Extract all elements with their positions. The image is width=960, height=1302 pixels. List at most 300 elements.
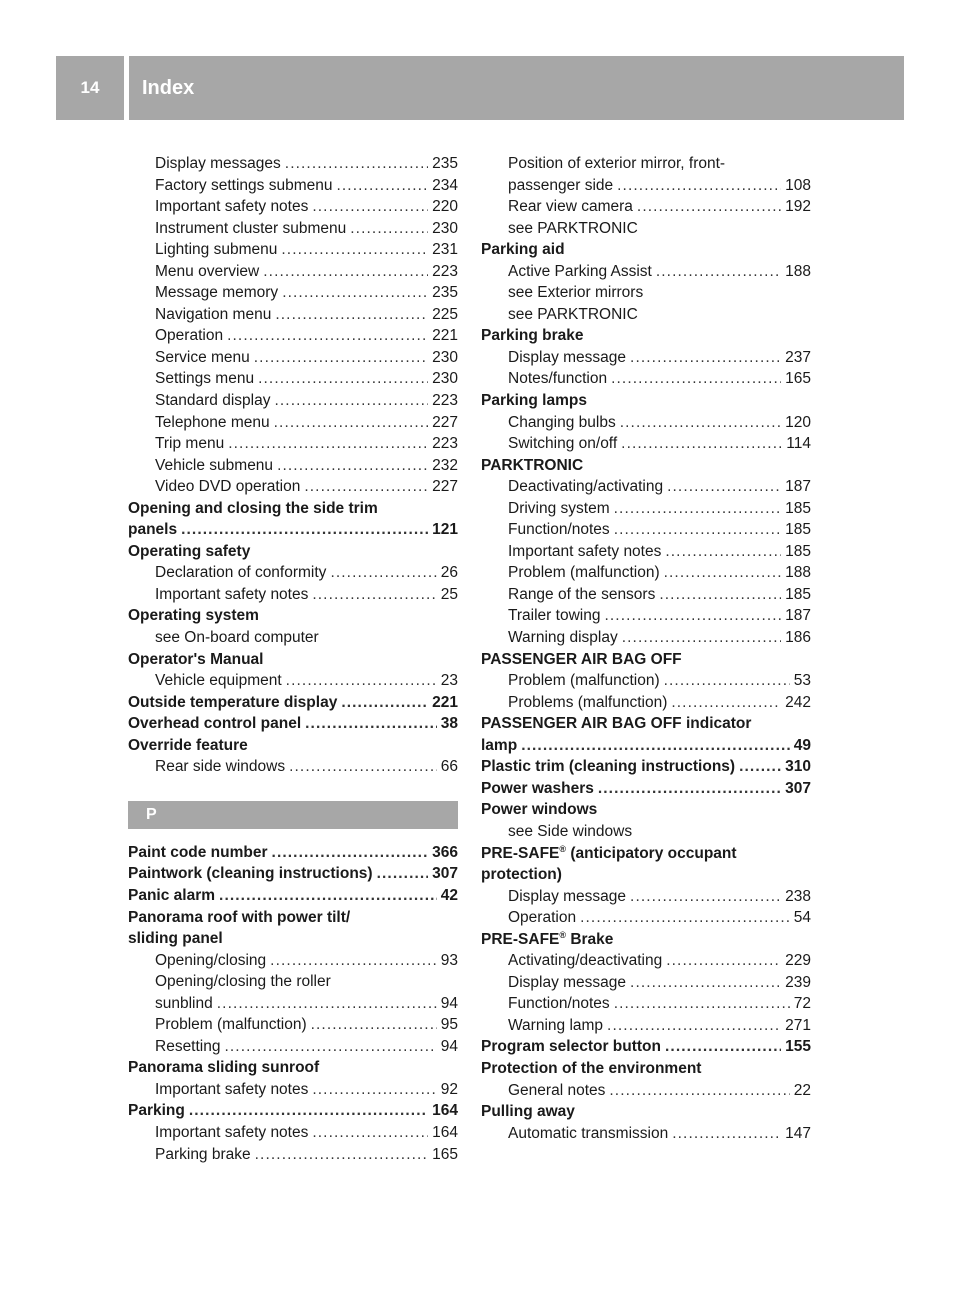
page-reference: 72 (793, 995, 811, 1013)
index-entry-heading (481, 239, 811, 261)
entry-text: Problem (malfunction) (155, 1016, 307, 1034)
dot-leader (286, 670, 437, 692)
entry-text: Warning lamp (508, 1016, 604, 1034)
dot-leader (671, 692, 781, 714)
entry-text: Lighting submenu (155, 241, 278, 259)
page-reference: 220 (432, 198, 458, 216)
index-subentry (128, 304, 458, 326)
page-reference: 221 (432, 693, 458, 711)
page-reference: 223 (432, 392, 458, 410)
index-entry-heading (128, 1057, 458, 1079)
dot-leader (311, 1014, 437, 1036)
index-subentry (481, 153, 811, 175)
page-header (56, 56, 904, 120)
page-reference: 235 (432, 284, 458, 302)
index-subentry (128, 261, 458, 283)
entry-text: sliding panel (128, 930, 223, 948)
index-subentry (481, 304, 811, 326)
entry-text: Position of exterior mirror, front- (508, 155, 726, 172)
page-reference: 147 (785, 1124, 811, 1142)
index-subentry (128, 1079, 458, 1101)
entry-text: see PARKTRONIC (508, 219, 638, 237)
dot-leader (304, 476, 428, 498)
dot-leader (598, 778, 781, 800)
dot-leader (227, 325, 428, 347)
index-subentry (481, 562, 811, 584)
entry-text: Panic alarm (128, 886, 216, 904)
entry-text: Parking (128, 1102, 185, 1120)
index-subentry (128, 175, 458, 197)
index-entry-heading (128, 842, 458, 864)
page-reference: 232 (432, 456, 458, 474)
dot-leader (312, 1122, 428, 1144)
index-entry-heading (481, 843, 811, 865)
entry-text: Opening/closing (155, 951, 267, 969)
page-reference: 310 (785, 758, 811, 776)
page-reference: 235 (432, 155, 458, 172)
dot-leader (312, 584, 436, 606)
entry-text: Important safety notes (155, 1080, 309, 1098)
index-subentry (481, 433, 811, 455)
index-subentry (128, 584, 458, 606)
header-divider (124, 56, 129, 120)
index-subentry (128, 627, 458, 649)
entry-text: Switching on/off (508, 435, 618, 453)
entry-text: see Exterior mirrors (508, 284, 644, 302)
page-reference: 38 (440, 715, 458, 733)
dot-leader (614, 498, 781, 520)
index-subentry (128, 218, 458, 240)
entry-text: General notes (508, 1081, 606, 1099)
index-entry-heading (128, 519, 458, 541)
entry-text: Panorama roof with power tilt/ (128, 908, 351, 926)
dot-leader (258, 368, 428, 390)
page-reference: 165 (432, 1145, 458, 1163)
page-reference: 227 (432, 413, 458, 431)
entry-text: PRE-SAFE (481, 844, 560, 862)
section-letter: P (128, 801, 458, 829)
dot-leader (621, 433, 782, 455)
page-reference: 54 (793, 909, 811, 927)
page-reference: 230 (432, 370, 458, 388)
page-reference: 225 (432, 305, 458, 323)
index-subentry (128, 993, 458, 1015)
page-reference: 185 (785, 499, 811, 517)
entry-text: Problem (malfunction) (508, 564, 660, 582)
page-reference: 221 (432, 327, 458, 345)
registered-mark: ® (559, 929, 567, 940)
page-reference: 108 (785, 176, 811, 194)
index-entry-heading (128, 713, 458, 735)
index-subentry (128, 1144, 458, 1166)
index-subentry (481, 175, 811, 197)
page-reference: 230 (432, 219, 458, 237)
entry-text: Trip menu (155, 435, 225, 453)
index-subentry (128, 347, 458, 369)
entry-text: Display message (508, 973, 627, 991)
index-column-right (481, 153, 811, 1144)
registered-mark: ® (559, 843, 567, 854)
entry-text: Operator's Manual (128, 650, 264, 668)
entry-text: Parking brake (481, 327, 584, 345)
entry-text: Override feature (128, 736, 248, 754)
entry-text: lamp (481, 736, 518, 754)
dot-leader (630, 347, 781, 369)
entry-text: protection) (481, 866, 562, 884)
page-reference: 185 (785, 542, 811, 560)
page-reference: 307 (785, 779, 811, 797)
entry-text: Operation (155, 327, 224, 345)
page-reference: 231 (432, 241, 458, 259)
index-entry-heading (481, 1101, 811, 1123)
page-reference: 192 (785, 198, 811, 216)
entry-text: Factory settings submenu (155, 176, 333, 194)
page-reference: 223 (432, 435, 458, 453)
index-entry-heading (481, 756, 811, 778)
dot-leader (285, 153, 428, 175)
dot-leader (659, 584, 781, 606)
dot-leader (281, 239, 428, 261)
index-entry-heading (128, 692, 458, 714)
index-entry-heading (481, 713, 811, 735)
index-subentry (481, 584, 811, 606)
index-subentry (481, 821, 811, 843)
index-subentry (128, 1036, 458, 1058)
entry-text: Panorama sliding sunroof (128, 1059, 320, 1077)
dot-leader (665, 541, 781, 563)
index-subentry (481, 412, 811, 434)
entry-text: Important safety notes (155, 1123, 309, 1141)
entry-text: Problem (malfunction) (508, 672, 660, 690)
index-subentry (128, 196, 458, 218)
dot-leader (630, 886, 781, 908)
entry-text: Protection of the environment (481, 1059, 702, 1077)
index-entry-heading (481, 778, 811, 800)
page-reference: 23 (440, 672, 458, 690)
dot-leader (341, 692, 428, 714)
page-reference: 242 (785, 693, 811, 711)
entry-text: Opening/closing the roller (155, 973, 331, 991)
index-subentry (481, 519, 811, 541)
entry-text: Driving system (508, 499, 610, 517)
index-subentry (481, 950, 811, 972)
dot-leader (228, 433, 428, 455)
index-subentry (481, 627, 811, 649)
entry-text: Function/notes (508, 521, 610, 539)
entry-text: Display message (508, 348, 627, 366)
page-number: 14 (80, 78, 100, 97)
dot-leader (630, 972, 781, 994)
entry-text: passenger side (508, 176, 614, 194)
page-reference: 53 (793, 672, 811, 690)
entry-text: Important safety notes (508, 542, 662, 560)
dot-leader (672, 1123, 781, 1145)
page-reference: 49 (793, 736, 811, 754)
page-reference: 94 (440, 994, 458, 1012)
index-subentry (481, 886, 811, 908)
page-reference: 164 (432, 1102, 458, 1120)
index-entry-heading (128, 885, 458, 907)
index-subentry (128, 390, 458, 412)
index-entry-heading (481, 390, 811, 412)
index-entry-heading (481, 325, 811, 347)
page-reference: 26 (440, 564, 458, 582)
dot-leader (263, 261, 428, 283)
index-entry-heading (128, 735, 458, 757)
index-entry-heading (128, 1100, 458, 1122)
entry-text: Power windows (481, 801, 598, 819)
entry-text: Deactivating/activating (508, 478, 664, 496)
dot-leader (289, 756, 437, 778)
entry-text: sunblind (155, 994, 213, 1012)
entry-text: Operating safety (128, 542, 251, 560)
entry-text: Vehicle submenu (155, 456, 274, 474)
page-reference: 25 (440, 585, 458, 603)
entry-text: see PARKTRONIC (508, 305, 638, 323)
dot-leader (580, 907, 790, 929)
page-reference: 92 (440, 1080, 458, 1098)
index-subentry (481, 1080, 811, 1102)
entry-text: panels (128, 521, 178, 539)
entry-text: Function/notes (508, 995, 610, 1013)
dot-leader (620, 412, 781, 434)
entry-text: Operating system (128, 607, 259, 625)
page-reference: 366 (432, 843, 458, 861)
index-subentry (128, 971, 458, 993)
index-entry-heading (481, 649, 811, 671)
index-subentry (481, 907, 811, 929)
dot-leader (622, 627, 781, 649)
dot-leader (275, 304, 428, 326)
dot-leader (614, 519, 781, 541)
entry-text: Plastic trim (cleaning instructions) (481, 758, 736, 776)
page-reference: 114 (786, 435, 811, 453)
entry-text: Parking aid (481, 241, 565, 259)
entry-text: Navigation menu (155, 305, 272, 323)
index-subentry (128, 433, 458, 455)
index-subentry (128, 368, 458, 390)
dot-leader (181, 519, 428, 541)
index-subentry (128, 1014, 458, 1036)
entry-text: Opening and closing the side trim (128, 499, 378, 517)
index-subentry (128, 476, 458, 498)
entry-text: Display message (508, 887, 627, 905)
page-reference: 186 (785, 629, 811, 647)
dot-leader (664, 562, 782, 584)
index-entry-heading (481, 455, 811, 477)
page-reference: 93 (440, 951, 458, 969)
index-subentry (481, 218, 811, 240)
index-subentry (128, 670, 458, 692)
entry-text: Pulling away (481, 1103, 575, 1121)
index-subentry (481, 498, 811, 520)
entry-text: see On-board computer (155, 629, 319, 647)
index-subentry (481, 1015, 811, 1037)
page-reference: 185 (785, 585, 811, 603)
entry-text: Display messages (155, 155, 281, 172)
index-subentry (481, 670, 811, 692)
index-subentry (481, 972, 811, 994)
index-subentry (481, 605, 811, 627)
page-reference: 94 (440, 1037, 458, 1055)
page-reference: 239 (785, 973, 811, 991)
dot-leader (666, 950, 781, 972)
page-reference: 95 (440, 1016, 458, 1034)
index-entry-heading (128, 863, 458, 885)
page-reference: 121 (432, 521, 458, 539)
entry-text: Message memory (155, 284, 279, 302)
entry-text: Rear view camera (508, 198, 633, 216)
entry-text: Telephone menu (155, 413, 270, 431)
entry-text: Resetting (155, 1037, 221, 1055)
entry-text: PARKTRONIC (481, 456, 584, 474)
dot-leader (282, 282, 428, 304)
index-subentry (481, 196, 811, 218)
page-reference: 185 (785, 521, 811, 539)
index-subentry (481, 1123, 811, 1145)
dot-leader (312, 196, 428, 218)
page-reference: 22 (793, 1081, 811, 1099)
page-reference: 66 (440, 758, 458, 776)
page-reference: 42 (440, 886, 458, 904)
entry-text: Power washers (481, 779, 594, 797)
page-reference: 188 (785, 262, 811, 280)
page-reference: 229 (785, 952, 811, 970)
dot-leader (607, 1015, 781, 1037)
entry-text: Instrument cluster submenu (155, 219, 347, 237)
entry-text: Parking brake (155, 1145, 251, 1163)
entry-text: Vehicle equipment (155, 672, 282, 690)
dot-leader (350, 218, 428, 240)
entry-text: Notes/function (508, 370, 608, 388)
index-subentry (128, 950, 458, 972)
index-subentry (128, 282, 458, 304)
page-reference: 271 (785, 1016, 811, 1034)
dot-leader (377, 863, 429, 885)
dot-leader (665, 1036, 781, 1058)
index-subentry (481, 261, 811, 283)
entry-text: Video DVD operation (155, 478, 301, 496)
entry-text: Program selector button (481, 1038, 661, 1056)
entry-text-continued: Brake (566, 930, 614, 948)
index-subentry (128, 239, 458, 261)
index-entry-heading (128, 907, 458, 929)
page-reference: 164 (432, 1123, 458, 1141)
entry-text: Range of the sensors (508, 585, 656, 603)
dot-leader (255, 1144, 428, 1166)
index-entry-heading (128, 605, 458, 627)
dot-leader (330, 562, 436, 584)
dot-leader (664, 670, 790, 692)
dot-leader (521, 735, 790, 757)
entry-text: Parking lamps (481, 392, 587, 410)
entry-text: see Side windows (508, 822, 633, 840)
entry-text: Warning display (508, 629, 618, 647)
dot-leader (609, 1080, 789, 1102)
dot-leader (274, 412, 429, 434)
entry-text: Service menu (155, 348, 250, 366)
index-subentry (481, 993, 811, 1015)
entry-text: Automatic transmission (508, 1124, 669, 1142)
dot-leader (614, 993, 790, 1015)
page-reference: 155 (785, 1038, 811, 1056)
page-reference: 227 (432, 478, 458, 496)
dot-leader (219, 885, 437, 907)
page-reference: 238 (785, 887, 811, 905)
entry-text-continued: (anticipatory occupant (566, 844, 737, 862)
entry-text: Menu overview (155, 262, 260, 280)
entry-text: Important safety notes (155, 198, 309, 216)
index-subentry (128, 153, 458, 175)
index-entry-heading (128, 649, 458, 671)
entry-text: Trailer towing (508, 607, 601, 625)
index-entry-heading (481, 1058, 811, 1080)
index-subentry (128, 756, 458, 778)
index-entry-heading (128, 498, 458, 520)
index-entry-heading (481, 799, 811, 821)
entry-text: Paintwork (cleaning instructions) (128, 865, 373, 883)
page-reference: 223 (432, 262, 458, 280)
page-reference: 234 (432, 176, 458, 194)
index-subentry (481, 541, 811, 563)
index-subentry (481, 692, 811, 714)
entry-text: Active Parking Assist (508, 262, 652, 280)
entry-text: Operation (508, 909, 577, 927)
dot-leader (270, 950, 437, 972)
dot-leader (667, 476, 781, 498)
page-reference: 230 (432, 348, 458, 366)
entry-text: PASSENGER AIR BAG OFF (481, 650, 682, 668)
page-reference: 187 (785, 607, 811, 625)
index-entry-heading (128, 928, 458, 950)
dot-leader (272, 842, 429, 864)
dot-leader (217, 993, 437, 1015)
page-reference: 188 (785, 564, 811, 582)
entry-text: Settings menu (155, 370, 255, 388)
index-subentry (128, 412, 458, 434)
index-subentry (128, 325, 458, 347)
index-column-left (128, 153, 458, 1165)
index-entry-heading (128, 541, 458, 563)
index-subentry (481, 282, 811, 304)
dot-leader (312, 1079, 436, 1101)
index-subentry (128, 562, 458, 584)
index-subentry (128, 455, 458, 477)
dot-leader (656, 261, 781, 283)
entry-text: Overhead control panel (128, 715, 302, 733)
dot-leader (604, 605, 781, 627)
dot-leader (336, 175, 428, 197)
dot-leader (637, 196, 781, 218)
entry-text: Changing bulbs (508, 413, 616, 431)
dot-leader (305, 713, 437, 735)
index-entry-heading (481, 864, 811, 886)
page-reference: 187 (785, 478, 811, 496)
entry-text: Standard display (155, 392, 271, 410)
entry-text: PRE-SAFE (481, 930, 560, 948)
entry-text: Rear side windows (155, 758, 286, 776)
page-reference: 307 (432, 865, 458, 883)
dot-leader (617, 175, 781, 197)
entry-text: Activating/deactivating (508, 952, 663, 970)
entry-text: Problems (malfunction) (508, 693, 668, 711)
page-title: Index (142, 76, 195, 99)
index-entry-heading (481, 929, 811, 951)
dot-leader (224, 1036, 436, 1058)
dot-leader (277, 455, 428, 477)
entry-text: Important safety notes (155, 585, 309, 603)
page-reference: 237 (785, 348, 811, 366)
